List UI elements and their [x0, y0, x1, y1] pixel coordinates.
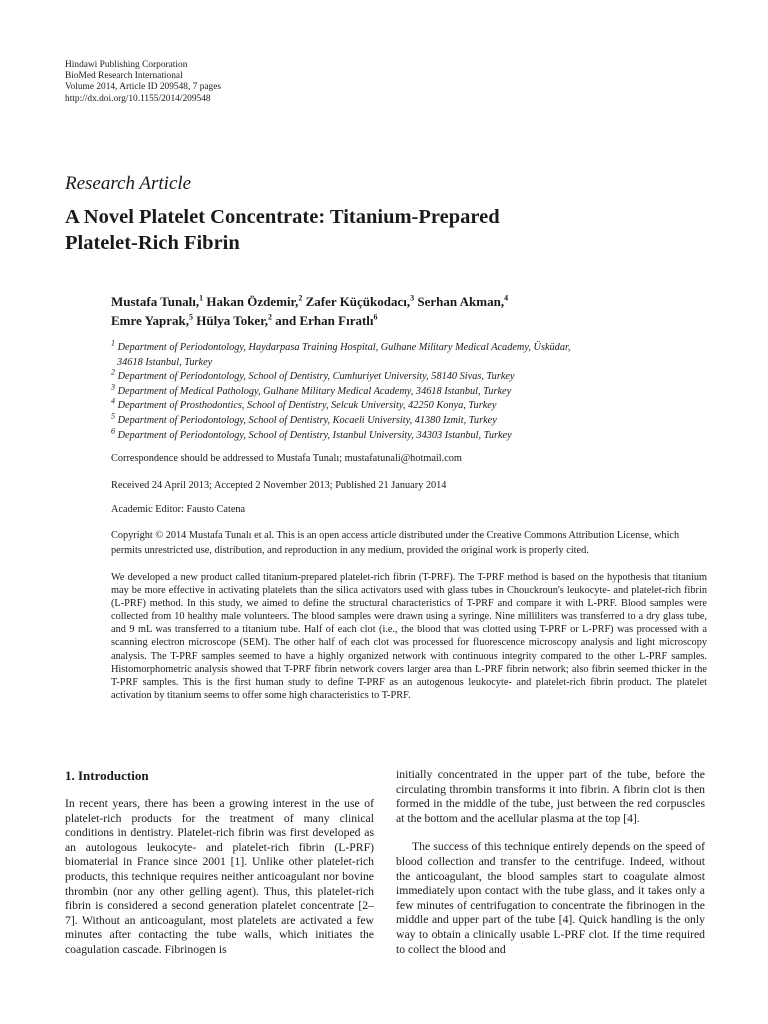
- author-name: Serhan Akman,: [417, 294, 505, 309]
- author-name: Mustafa Tunalı,: [111, 294, 200, 309]
- correspondence: Correspondence should be addressed to Mustafa Tunalı; mustafatunali@hotmail.com: [111, 453, 462, 464]
- abstract: We developed a new product called titanium-prepared platelet-rich fibrin (T-PRF). The T-PRF method is based on the hypothesis that titanium may be more effective in activating platelets than the silica activators used with glass tubes in Chouckroun's leukocyte- and platelet-rich fibrin (L-PRF) method. In this study, we aimed to define the structural characteristics of T-PRF and compare it with L-PRF. Blood samples were collected from 10 healthy male volunteers. The blood samples were drawn using a syringe. Nine milliliters was transferred to a dry glass tube, and 9 mL was transferred to a titanium tube. Half of each clot (i.e., the blood that was clotted using T-PRF or L-PRF) was processed with a scanning electron microscope (SEM). The other half of each clot was processed for fluorescence microscopy analysis and light microscopy analysis. The T-PRF samples seemed to have a highly organized network with continuous integrity compared to the other L-PRF samples. Histomorphometric analysis showed that T-PRF fibrin network covers larger area than L-PRF fibrin network; also fibrin seemed thicker in the T-PRF samples. This is the first human study to define T-PRF as an autogenous leukocyte- and platelet-rich fibrin product. The platelet activation by titanium seems to offer some high characteristics to T-PRF.: [111, 572, 707, 701]
- author-affiliation: 3: [410, 293, 415, 303]
- affiliation-item: [111, 338, 711, 356]
- volume-info: Volume 2014, Article ID 209548, 7 pages: [65, 82, 222, 93]
- author-name: and Erhan Fıratlı: [275, 313, 374, 328]
- author-line-1: [111, 292, 711, 311]
- affiliation-number: 1: [111, 338, 115, 348]
- author-name: Zafer Küçükodacı,: [305, 294, 411, 309]
- column-right: [396, 768, 705, 957]
- author-affiliation: 2: [298, 293, 303, 303]
- paragraph: The success of this technique entirely depends on the speed of blood collection and transfer to the centrifuge. Indeed, without the anticoagulant, the blood samples start to coagulate almost immediately upon contact with the tube glass, and it takes only a few minutes of centrifugation to concentrate the fibrinogen in the middle and upper part of the tube [4]. Quick handling is the only way to obtain a clinically usable L-PRF clot. If the time required to collect the blood and: [396, 840, 705, 956]
- affiliation-item: [111, 411, 711, 429]
- affiliation-number: 5: [111, 411, 115, 421]
- affiliation-text: Department of Medical Pathology, Gulhane Military Medical Academy, 34618 Istanbul, Turkey: [117, 385, 512, 397]
- title-line-2: Platelet-Rich Fibrin: [65, 232, 240, 254]
- journal-name: BioMed Research International: [65, 71, 183, 82]
- author-name: Emre Yaprak,: [111, 313, 189, 328]
- affiliation-number: 4: [111, 396, 115, 406]
- paragraph-continuation: initially concentrated in the upper part of the tube, before the circulating thrombin transforms it into fibrin. A fibrin clot is then formed in the middle of the tube, just between the red corpuscles at the bottom and the acellular plasma at the top [4].: [396, 768, 705, 825]
- affiliation-item: [111, 396, 711, 414]
- author-name: Hakan Özdemir,: [206, 294, 299, 309]
- copyright-notice: Copyright © 2014 Mustafa Tunalı et al. This is an open access article distributed under the Creative Commons Attribution License, which permits unrestricted use, distribution, and reproduction in any medium, provided the original work is properly cited.: [111, 530, 680, 556]
- author-affiliation: 5: [189, 312, 193, 322]
- academic-editor: Academic Editor: Fausto Catena: [111, 504, 246, 515]
- affiliation-text: Department of Periodontology, School of Dentistry, Kocaeli University, 41380 Izmit, Turkey: [117, 414, 497, 426]
- paragraph: In recent years, there has been a growing interest in the use of platelet-rich products for the treatment of many clinical conditions in dentistry. Platelet-rich fibrin was first developed as an autologous leukocyte- and platelet-rich fibrin (L-PRF) biomaterial in France since 2001 [1]. Unlike other platelet-rich products, this technique requires neither anticoagulant nor bovine thrombin (nor any other gelling agent). Thus, this platelet-rich fibrin is considered a second generation platelet concentrate [2–7]. Without an anticoagulant, most platelets are activated a few minutes after contacting the tube walls, which initiates the coagulation cascade. Fibrinogen is: [65, 797, 374, 956]
- author-affiliation: 4: [504, 293, 509, 303]
- article-type: Research Article: [65, 173, 192, 194]
- author-name: Hülya Toker,: [196, 313, 269, 328]
- author-list: [111, 292, 711, 330]
- affiliation-continuation: 34618 Istanbul, Turkey: [117, 356, 213, 368]
- publisher-name: Hindawi Publishing Corporation: [65, 60, 188, 70]
- journal-header: [65, 60, 221, 105]
- affiliation-list: [111, 338, 711, 443]
- affiliation-item: [111, 382, 711, 400]
- title-line-1: A Novel Platelet Concentrate: Titanium-Prepared: [65, 206, 500, 228]
- column-left: [65, 768, 374, 958]
- affiliation-item: [111, 367, 711, 385]
- section-heading: 1. Introduction: [65, 768, 149, 783]
- doi-link[interactable]: http://dx.doi.org/10.1155/2014/209548: [65, 93, 211, 104]
- author-affiliation: 1: [199, 293, 204, 303]
- article-title: [65, 204, 705, 256]
- affiliation-number: 2: [111, 367, 115, 377]
- affiliation-number: 6: [111, 426, 115, 436]
- affiliation-text: Department of Prosthodontics, School of Dentistry, Selcuk University, 42250 Konya, Turkey: [117, 400, 497, 412]
- affiliation-item: [111, 426, 711, 444]
- author-affiliation: 6: [373, 312, 378, 322]
- author-line-2: [111, 311, 711, 330]
- affiliation-text: Department of Periodontology, School of Dentistry, Cumhuriyet University, 58140 Sivas, Turkey: [117, 371, 515, 383]
- article-dates: Received 24 April 2013; Accepted 2 November 2013; Published 21 January 2014: [111, 480, 447, 491]
- author-affiliation: 2: [268, 312, 273, 322]
- affiliation-text: Department of Periodontology, Haydarpasa Training Hospital, Gulhane Military Medical Academy, Üsküdar,: [117, 342, 571, 353]
- affiliation-text: Department of Periodontology, School of Dentistry, Istanbul University, 34303 Istanbul, Turkey: [117, 429, 512, 441]
- affiliation-number: 3: [111, 382, 115, 392]
